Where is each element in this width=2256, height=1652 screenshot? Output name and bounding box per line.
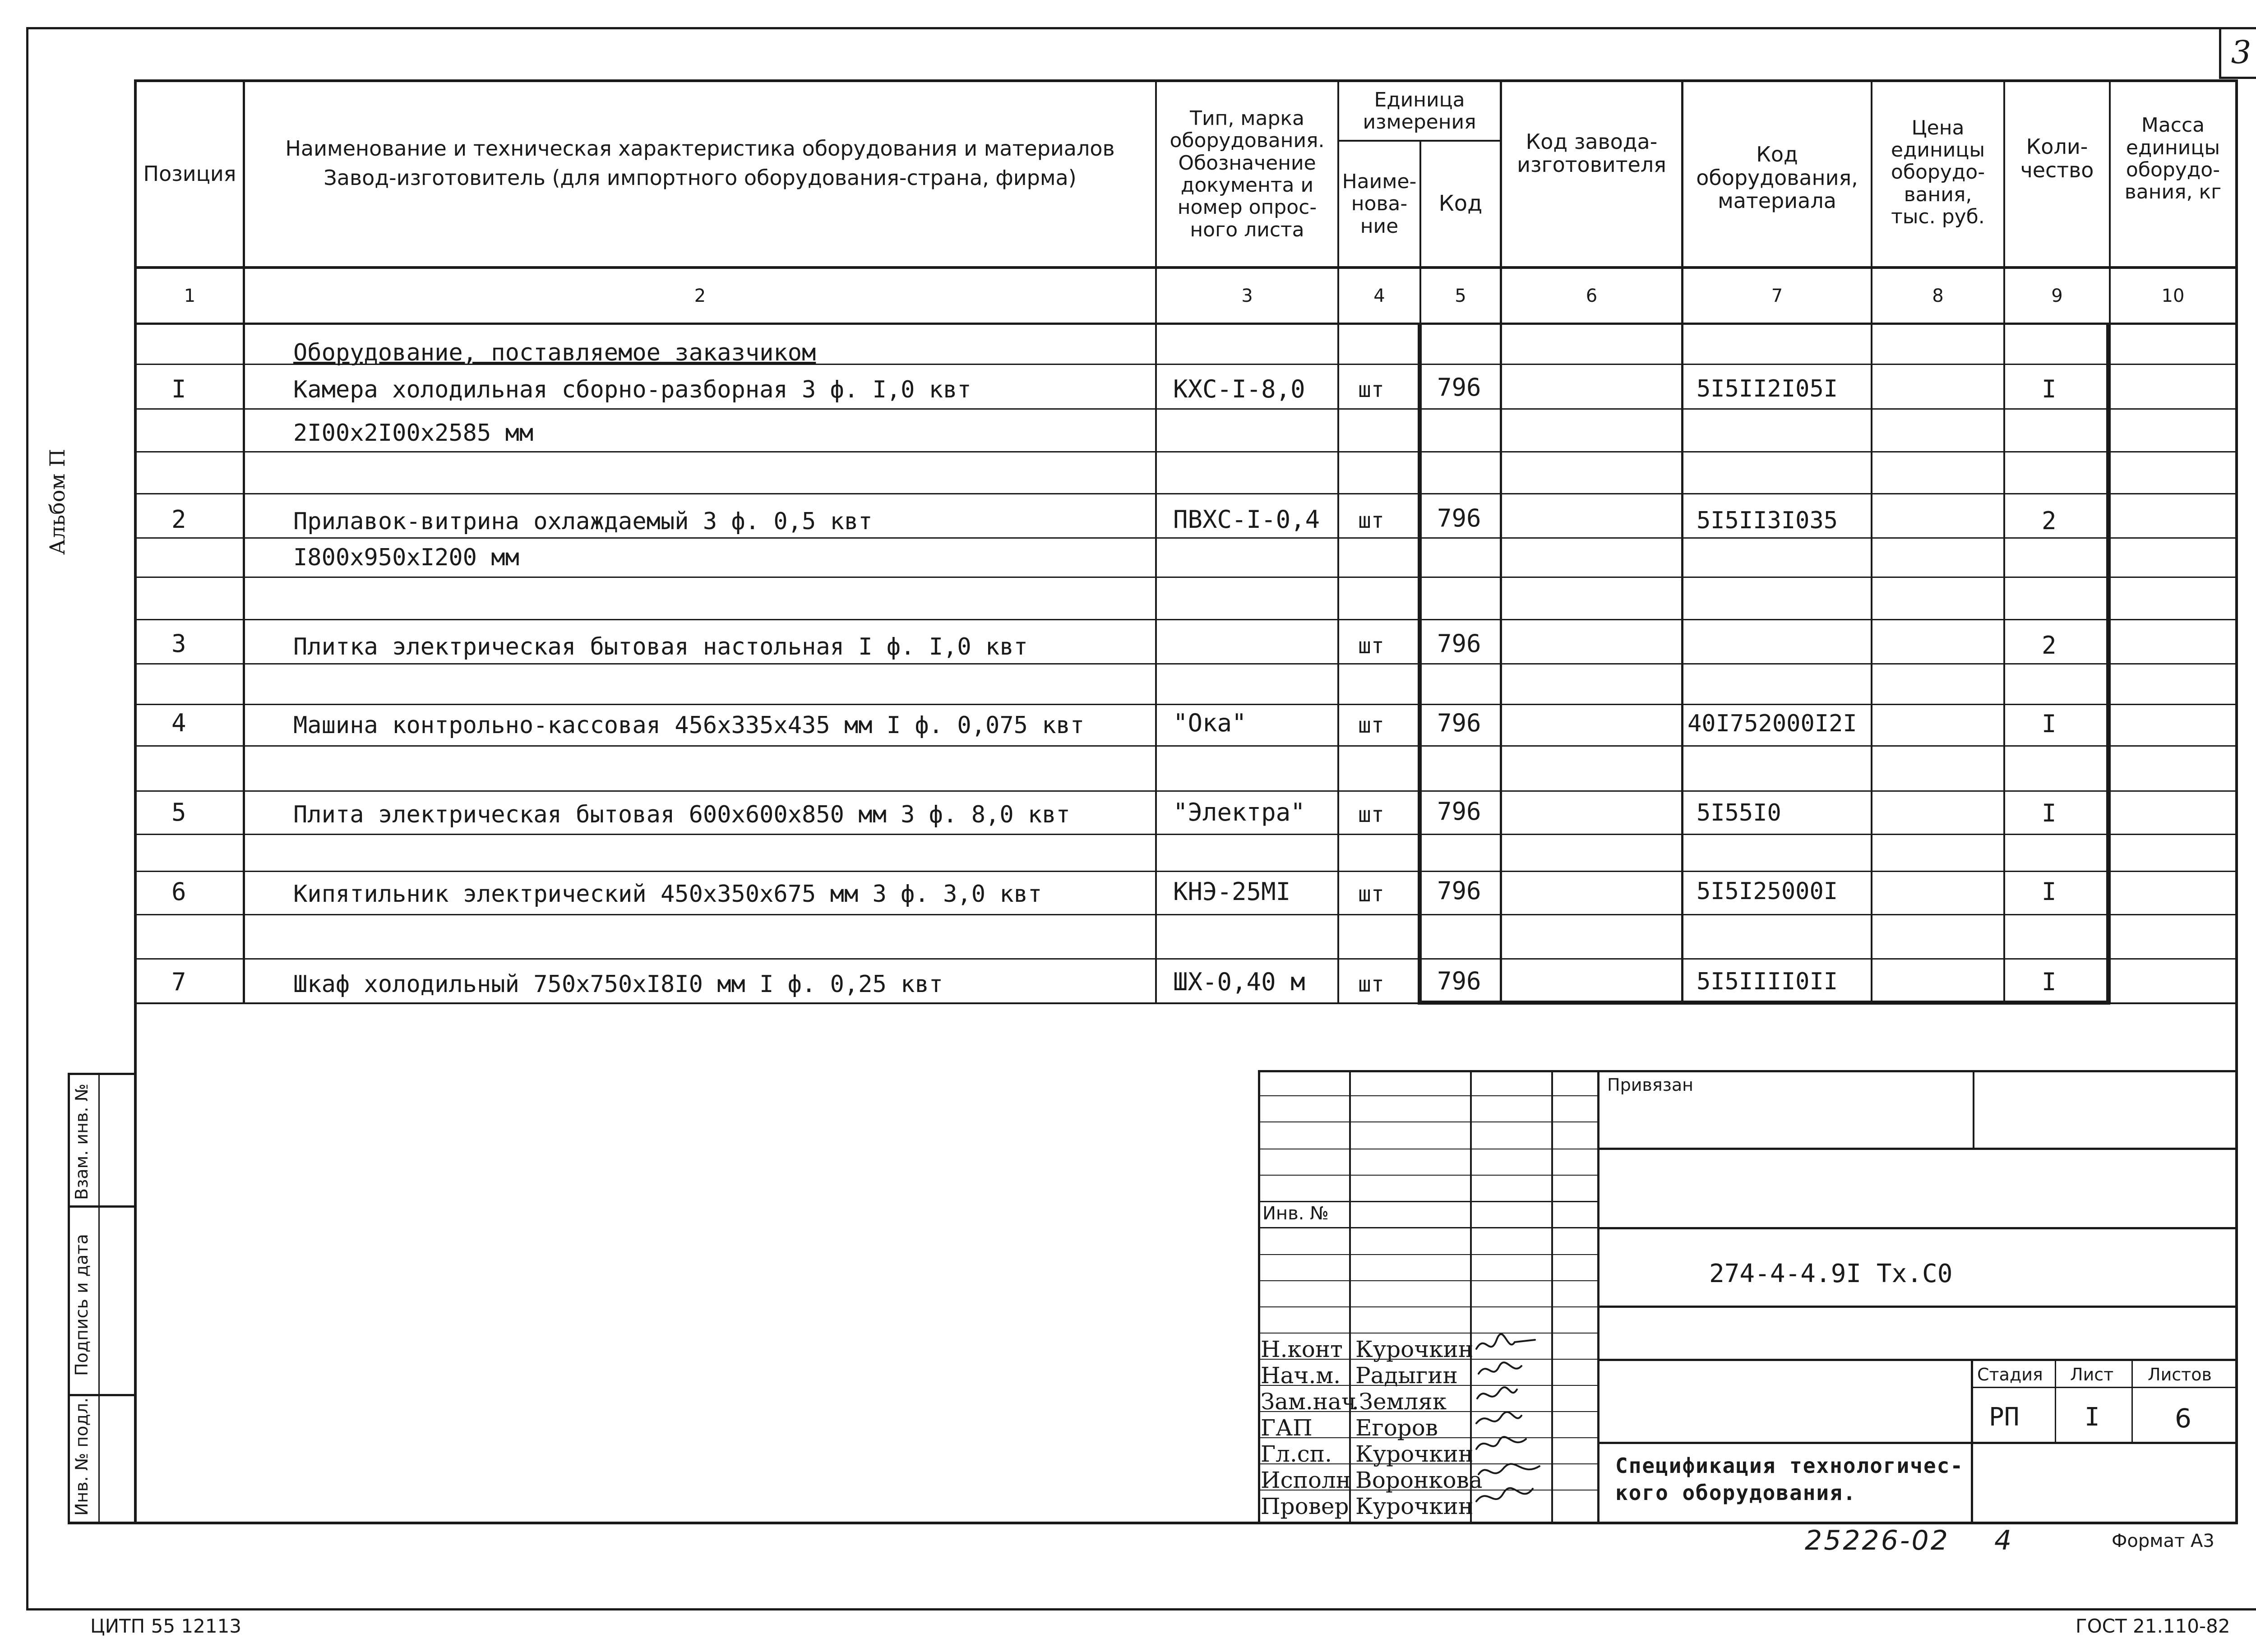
row-line-4 bbox=[135, 493, 2238, 494]
row4-quantity: I bbox=[2042, 710, 2057, 738]
row4-equip-code: 40I752000I2I bbox=[1687, 710, 1857, 737]
col-sep-6 bbox=[1681, 79, 1683, 1003]
tb-stadia-label: Стадия bbox=[1977, 1365, 2043, 1384]
header-unit-group: Единица измерения bbox=[1363, 88, 1476, 134]
row1-name: Камера холодильная сборно-разборная 3 ф. I,0 квт bbox=[293, 376, 971, 403]
colnum-9: 9 bbox=[2051, 285, 2063, 306]
signer-role-4: ГАП bbox=[1261, 1415, 1313, 1441]
signer-name-2: Радыгин bbox=[1355, 1362, 1458, 1389]
signer-name-1: Курочкин bbox=[1355, 1336, 1474, 1362]
colnum-bottom-line bbox=[135, 323, 2238, 325]
colnum-10: 10 bbox=[2161, 285, 2185, 306]
row3-quantity: 2 bbox=[2042, 631, 2057, 660]
row6-type: КНЭ-25МI bbox=[1173, 877, 1291, 906]
outer-frame-bottom bbox=[26, 1608, 2256, 1610]
row7-equip-code: 5I5IIII0II bbox=[1697, 968, 1838, 995]
header-type: Тип, марка оборудования. Обозначение документа и номер опрос- ного листа bbox=[1170, 107, 1325, 241]
row-line-16 bbox=[135, 1002, 2238, 1004]
col-sep-1 bbox=[243, 79, 245, 1003]
row1-name-dims: 2I00х2I00х2585 мм bbox=[293, 420, 534, 447]
signer-name-6: Воронкова bbox=[1355, 1467, 1483, 1493]
row3-code: 796 bbox=[1437, 629, 1481, 658]
header-mass: Масса единицы оборудо- вания, кг bbox=[2124, 114, 2222, 204]
tb-grid-r4 bbox=[1258, 1175, 1597, 1176]
row3-name: Плитка электрическая бытовая настольная I ф. I,0 квт bbox=[293, 633, 1028, 660]
row-line-8 bbox=[135, 663, 2238, 664]
row5-equip-code: 5I55I0 bbox=[1697, 799, 1781, 826]
album-label: Альбом П bbox=[45, 448, 69, 555]
side-stamp-podpis: Подпись и дата bbox=[72, 1234, 92, 1376]
row2-position: 2 bbox=[171, 505, 186, 534]
row5-name: Плита электрическая бытовая 600х600х850 мм 3 ф. 8,0 квт bbox=[293, 801, 1070, 828]
row3-unit: шт bbox=[1358, 633, 1384, 659]
row7-type: ШХ-0,40 м bbox=[1173, 968, 1305, 996]
left-bottom-code: ЦИТП 55 12113 bbox=[90, 1615, 242, 1637]
side-stamp-inv-podl: Инв. № подл. bbox=[72, 1397, 92, 1516]
header-quantity: Коли- чество bbox=[2020, 134, 2094, 182]
signer-role-6: Исполн bbox=[1261, 1467, 1351, 1493]
row5-code: 796 bbox=[1437, 797, 1481, 826]
tb-grid-r1 bbox=[1258, 1095, 1597, 1096]
tb-grid-r2 bbox=[1258, 1121, 1597, 1122]
row7-unit: шт bbox=[1358, 972, 1384, 997]
colnum-4: 4 bbox=[1373, 285, 1385, 306]
tb-left bbox=[1258, 1070, 1260, 1524]
row2-quantity: 2 bbox=[2042, 507, 2057, 535]
tb-stadia: РП bbox=[1989, 1403, 2020, 1432]
tb-top bbox=[1258, 1070, 2238, 1072]
row-line-7 bbox=[135, 619, 2238, 620]
tb-list-label: Лист bbox=[2070, 1365, 2114, 1384]
tb-list: I bbox=[2085, 1403, 2100, 1432]
row2-name: Прилавок-витрина охлаждаемый 3 ф. 0,5 квт bbox=[293, 508, 873, 535]
signer-name-4: Егоров bbox=[1355, 1415, 1438, 1441]
row-line-5 bbox=[135, 537, 2238, 539]
row-line-15 bbox=[135, 958, 2238, 960]
signer-role-1: Н.конт bbox=[1261, 1336, 1343, 1362]
signatures-drawing bbox=[1472, 1331, 1580, 1525]
right-bottom-code: ГОСТ 21.110-82 bbox=[2076, 1615, 2230, 1637]
row4-name: Машина контрольно-кассовая 456х335х435 мм I ф. 0,075 квт bbox=[293, 712, 1085, 739]
colnum-5: 5 bbox=[1455, 285, 1466, 306]
side-stamp-div2 bbox=[68, 1394, 135, 1396]
side-stamp-vzam: Взам. инв. № bbox=[72, 1083, 92, 1200]
header-unit-name: Наиме- нова- ние bbox=[1342, 170, 1417, 238]
row5-quantity: I bbox=[2042, 799, 2057, 827]
inner-frame-bottom bbox=[68, 1522, 2238, 1524]
header-unit-code: Код bbox=[1438, 191, 1483, 217]
colnum-3: 3 bbox=[1241, 285, 1253, 306]
tb-right-r5 bbox=[1597, 1442, 2238, 1444]
row7-code: 796 bbox=[1437, 967, 1481, 995]
row-line-3 bbox=[135, 451, 2238, 452]
row5-type: "Электра" bbox=[1173, 798, 1305, 826]
row5-position: 5 bbox=[171, 798, 186, 826]
row2-name-dims: I800х950хI200 мм bbox=[293, 544, 519, 571]
tb-stage-label-line bbox=[1971, 1387, 2238, 1388]
tb-listov-label: Листов bbox=[2148, 1365, 2212, 1384]
outer-frame-left bbox=[26, 27, 28, 1610]
colnum-6: 6 bbox=[1586, 285, 1598, 306]
tb-stage-sep-left bbox=[1971, 1359, 1973, 1524]
tb-grid-r9 bbox=[1258, 1306, 1597, 1307]
signer-role-2: Нач.м. bbox=[1261, 1362, 1341, 1389]
page-number-box-bottom bbox=[2219, 77, 2256, 79]
header-name-line1: Наименование и техническая характеристика оборудования и материалов bbox=[285, 136, 1115, 161]
header-name-line2: Завод-изготовитель (для импортного оборудования-страна, фирма) bbox=[324, 166, 1077, 190]
side-stamp-div1 bbox=[68, 1205, 135, 1208]
side-stamp-top bbox=[68, 1073, 135, 1075]
tb-right-r3 bbox=[1597, 1306, 2238, 1308]
signer-role-3: Зам.нач bbox=[1261, 1389, 1356, 1415]
tb-grid-r6 bbox=[1258, 1227, 1597, 1228]
row7-quantity: I bbox=[2042, 968, 2057, 996]
row1-position: I bbox=[171, 375, 186, 403]
tb-inv-no-label: Инв. № bbox=[1262, 1203, 1329, 1224]
colnum-2: 2 bbox=[694, 285, 706, 306]
archive-number: 25226-02 bbox=[1805, 1525, 1950, 1556]
row3-position: 3 bbox=[171, 629, 186, 658]
row1-type: КХС-I-8,0 bbox=[1173, 375, 1305, 403]
row2-equip-code: 5I5II3I035 bbox=[1697, 507, 1838, 534]
tb-privyazan-label: Привязан bbox=[1607, 1075, 1693, 1095]
row4-code: 796 bbox=[1437, 709, 1481, 737]
row7-name: Шкаф холодильный 750х750хI8I0 мм I ф. 0,25 квт bbox=[293, 971, 943, 998]
signer-role-7: Провер bbox=[1261, 1493, 1349, 1519]
row6-equip-code: 5I5I25000I bbox=[1697, 878, 1838, 905]
tb-col-a bbox=[1349, 1070, 1351, 1524]
tb-doc-code: 274-4-4.9I Тх.С0 bbox=[1709, 1259, 1953, 1288]
row4-unit: шт bbox=[1358, 713, 1384, 738]
row6-code: 796 bbox=[1437, 877, 1481, 905]
row-line-10 bbox=[135, 745, 2238, 747]
row1-quantity: I bbox=[2042, 375, 2057, 403]
row-line-14 bbox=[135, 914, 2238, 915]
tb-right-r4 bbox=[1597, 1359, 2238, 1361]
format-label: Формат А3 bbox=[2112, 1531, 2214, 1551]
tb-listov: 6 bbox=[2175, 1403, 2191, 1434]
row2-unit: шт bbox=[1358, 508, 1384, 533]
row6-name: Кипятильник электрический 450х350х675 мм 3 ф. 3,0 квт bbox=[293, 881, 1042, 908]
signer-name-3: .Земляк bbox=[1352, 1389, 1447, 1415]
row-line-6 bbox=[135, 577, 2238, 578]
row1-equip-code: 5I5II2I05I bbox=[1697, 375, 1838, 402]
header-equipment-code: Код оборудования, материала bbox=[1696, 142, 1858, 213]
row-line-2 bbox=[135, 408, 2238, 410]
outer-frame-top bbox=[26, 27, 2256, 29]
archive-sheet: 4 bbox=[1994, 1525, 2012, 1556]
tb-right-r1 bbox=[1597, 1148, 2238, 1150]
tb-privyazan-sep bbox=[1973, 1070, 1974, 1149]
row6-position: 6 bbox=[171, 877, 186, 906]
signer-name-5: Курочкин bbox=[1355, 1441, 1474, 1467]
header-factory-code: Код завода- изготовителя bbox=[1517, 129, 1666, 177]
row6-quantity: I bbox=[2042, 877, 2057, 906]
colnum-1: 1 bbox=[184, 285, 196, 306]
row6-unit: шт bbox=[1358, 881, 1384, 907]
header-position: Позиция bbox=[143, 162, 236, 186]
section-title: Оборудование, поставляемое заказчиком bbox=[293, 339, 816, 366]
tb-stage-sep-2 bbox=[2131, 1359, 2133, 1444]
row1-code: 796 bbox=[1437, 373, 1481, 401]
tb-title: Спецификация технологичес- кого оборудования. bbox=[1615, 1454, 1964, 1505]
tb-right-r2 bbox=[1597, 1227, 2238, 1229]
row2-type: ПВХС-I-0,4 bbox=[1173, 505, 1320, 534]
tb-col-d bbox=[1597, 1070, 1600, 1524]
page-number: 3 bbox=[2231, 34, 2251, 71]
colnum-7: 7 bbox=[1771, 285, 1783, 306]
row7-position: 7 bbox=[171, 968, 186, 996]
col-sep-5 bbox=[1500, 79, 1502, 1003]
row5-unit: шт bbox=[1358, 802, 1384, 827]
tb-grid-r8 bbox=[1258, 1280, 1597, 1281]
side-stamp-col bbox=[98, 1073, 100, 1524]
row-line-12 bbox=[135, 834, 2238, 835]
colnum-8: 8 bbox=[1932, 285, 1944, 306]
row4-type: "Ока" bbox=[1173, 709, 1247, 737]
header-price: Цена единицы оборудо- вания, тыс. руб. bbox=[1891, 116, 1985, 228]
row-line-13 bbox=[135, 871, 2238, 872]
row1-unit: шт bbox=[1358, 377, 1384, 402]
side-stamp-left bbox=[68, 1073, 70, 1524]
tb-stage-sep-1 bbox=[2055, 1359, 2056, 1444]
tb-grid-r7 bbox=[1258, 1254, 1597, 1255]
signer-name-7: Курочкин bbox=[1355, 1493, 1474, 1519]
row4-position: 4 bbox=[171, 709, 186, 737]
row2-code: 796 bbox=[1437, 504, 1481, 532]
signer-role-5: Гл.сп. bbox=[1261, 1441, 1332, 1467]
row-line-9 bbox=[135, 704, 2238, 705]
row-line-11 bbox=[135, 790, 2238, 792]
tb-grid-r5 bbox=[1258, 1201, 1597, 1202]
